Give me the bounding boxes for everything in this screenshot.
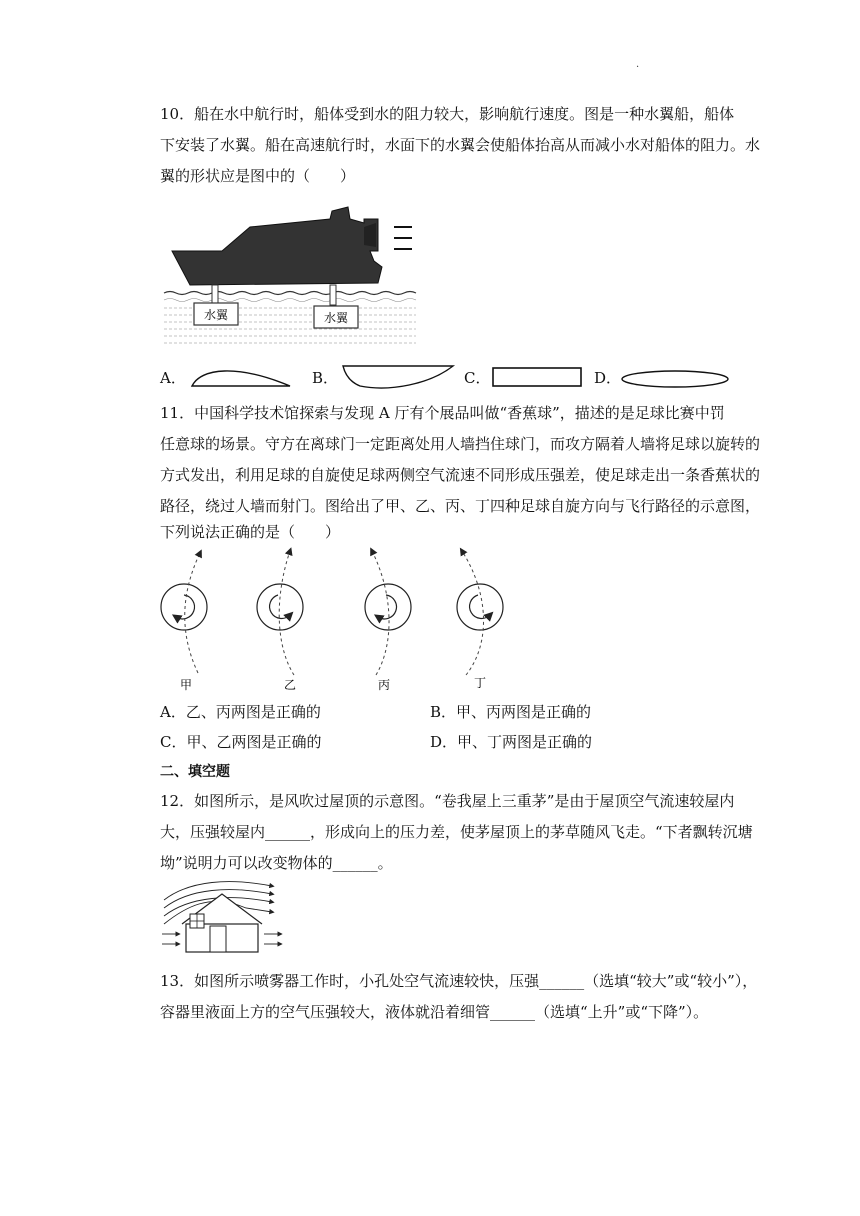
q10-option-c-label: C． — [464, 369, 491, 387]
header-mark: · — [636, 62, 640, 73]
figure-label-jia: 甲 — [180, 678, 193, 692]
q12-line-3: 坳”说明力可以改变物体的______。 — [160, 854, 393, 872]
q11-option-a[interactable]: A．乙、丙两图是正确的 — [160, 703, 321, 721]
q10-option-a-label: A． — [160, 369, 186, 387]
q11-option-d[interactable]: D．甲、丁两图是正确的 — [430, 733, 593, 751]
q13-line-2: 容器里液面上方的空气压强较大，液体就沿着细管______（选填“上升”或“下降”）。 — [160, 1003, 709, 1021]
figure-label-bing: 丙 — [378, 678, 391, 692]
foil-label-2: 水翼 — [323, 311, 349, 325]
q12-line-1: 12．如图所示，是风吹过屋顶的示意图。“卷我屋上三重茅”是由于屋顶空气流速较屋内 — [160, 792, 735, 810]
q10-line-3: 翼的形状应是图中的（ ） — [160, 167, 356, 185]
section-heading-fill-in: 二、填空题 — [160, 764, 230, 780]
q11-option-b[interactable]: B．甲、丙两图是正确的 — [430, 703, 592, 721]
spinning-ball-figure — [150, 545, 520, 695]
figure-label-yi: 乙 — [284, 678, 297, 692]
foil-label-1: 水翼 — [203, 308, 229, 322]
figure-label-ding: 丁 — [474, 676, 487, 690]
hydrofoil-boat-figure — [160, 205, 420, 350]
q12-line-2: 大，压强较屋内______，形成向上的压力差，使茅屋顶上的茅草随风飞走。“下者飘转沉塘 — [160, 823, 753, 841]
q10-line-1: 10．船在水中航行时，船体受到水的阻力较大，影响航行速度。图是一种水翼船，船体 — [160, 105, 735, 123]
q10-line-2: 下安装了水翼。船在高速航行时，水面下的水翼会使船体抬高从而减小水对船体的阻力。水 — [160, 136, 761, 154]
q13-line-1: 13．如图所示喷雾器工作时，小孔处空气流速较快，压强______（选填“较大”或“较小”）， — [160, 972, 758, 990]
option-a-shape[interactable] — [189, 362, 295, 390]
q10-option-d-label: D． — [594, 369, 622, 387]
q11-line-5: 下列说法正确的是（ ） — [160, 523, 341, 541]
roof-wind-figure — [160, 878, 286, 954]
q11-line-1: 11．中国科学技术馆探索与发现 A 厅有个展品叫做“香蕉球”，描述的是足球比赛中罚 — [160, 404, 725, 422]
q11-line-4: 路径，绕过人墙而射门。图给出了甲、乙、丙、丁四种足球自旋方向与飞行路径的示意图， — [160, 497, 761, 515]
option-c-shape[interactable] — [491, 366, 583, 388]
q11-line-3: 方式发出，利用足球的自旋使足球两侧空气流速不同形成压强差，使足球走出一条香蕉状的 — [160, 466, 761, 484]
option-b-shape[interactable] — [340, 362, 456, 392]
option-d-shape[interactable] — [620, 368, 730, 390]
q11-option-c[interactable]: C．甲、乙两图是正确的 — [160, 733, 322, 751]
q11-line-2: 任意球的场景。守方在离球门一定距离处用人墙挡住球门，而攻方隔着人墙将足球以旋转的 — [160, 435, 761, 453]
q10-option-b-label: B． — [312, 369, 339, 387]
